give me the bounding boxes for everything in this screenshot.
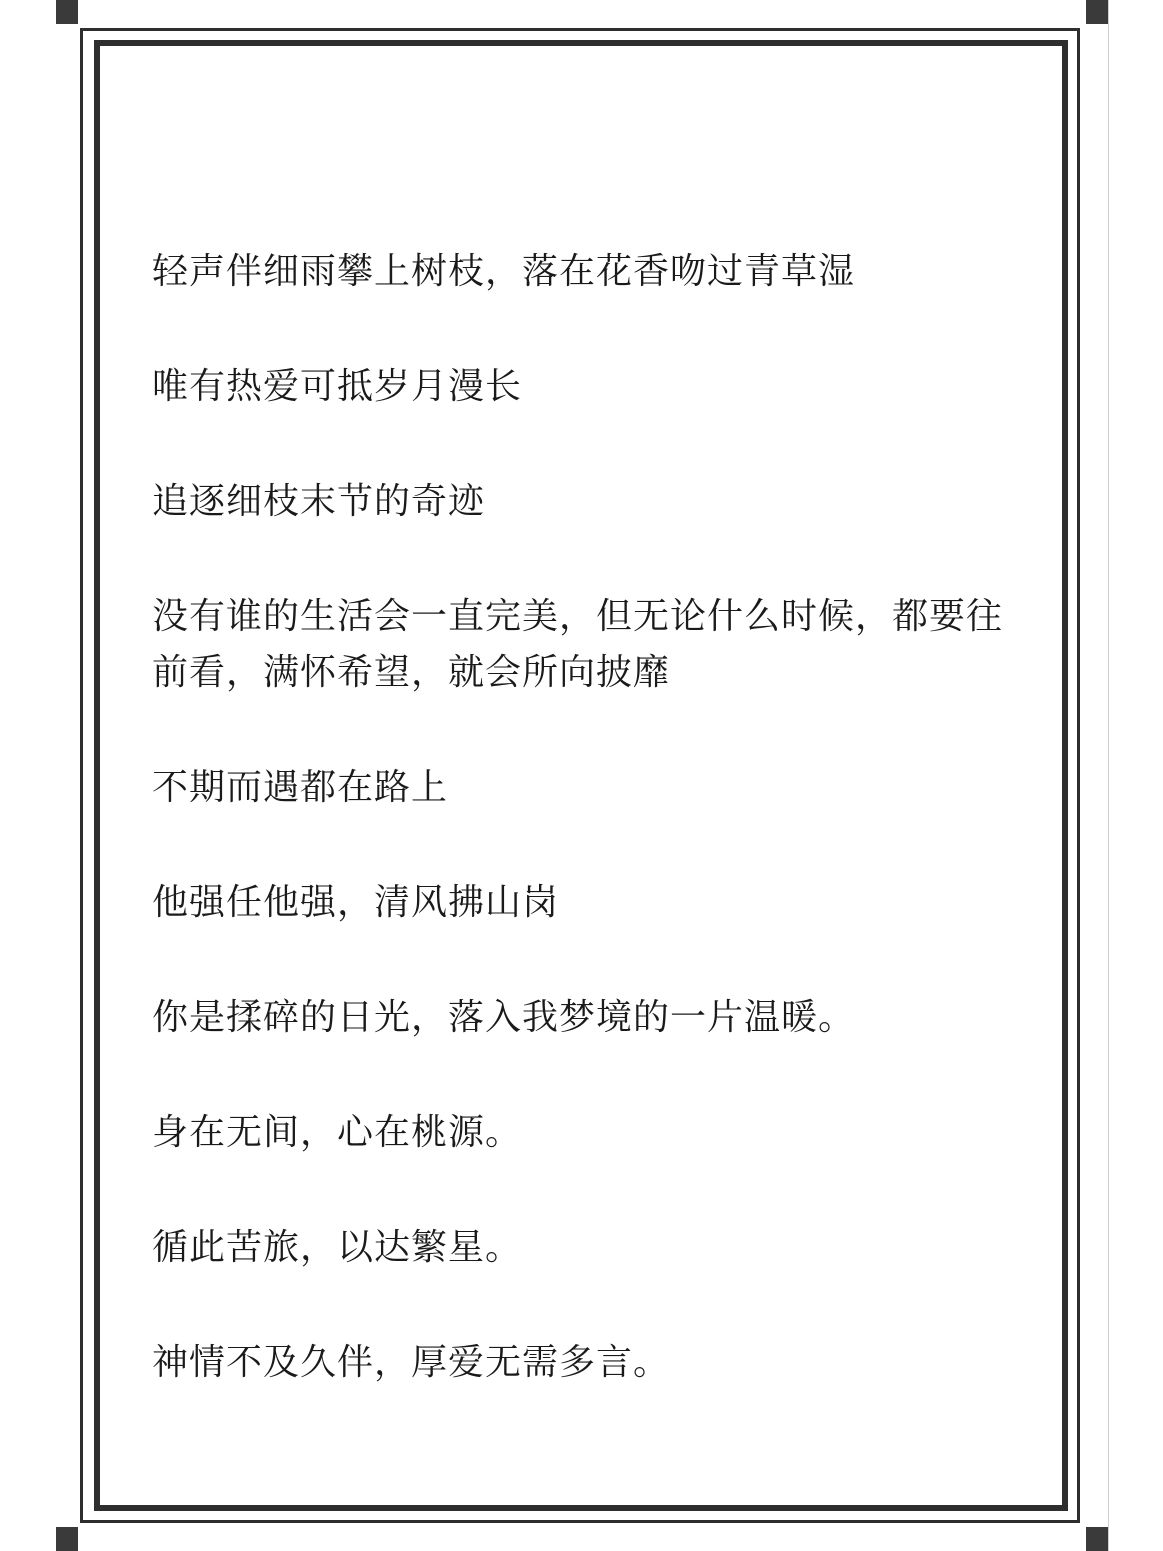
quote-line: 神情不及久伴，厚爱无需多言。 [152,1342,671,1383]
corner-mark-bottom-right [1086,1527,1108,1551]
page-edge-line [1108,0,1109,1551]
quote-line: 身在无间，心在桃源。 [152,1112,523,1153]
quote-line: 你是揉碎的日光，落入我梦境的一片温暖。 [152,997,856,1038]
corner-mark-top-left [56,0,78,24]
quote-line: 追逐细枝末节的奇迹 [152,481,486,522]
quote-line: 循此苦旅，以达繁星。 [152,1227,523,1268]
quote-line: 他强任他强，清风拂山岗 [152,882,560,923]
quote-list [152,244,1012,1450]
quote-line: 唯有热爱可抵岁月漫长 [152,366,523,407]
quote-line: 不期而遇都在路上 [152,767,449,808]
quote-line: 没有谁的生活会一直完美，但无论什么时候，都要往前看，满怀希望，就会所向披靡 [152,596,1004,693]
corner-mark-bottom-left [56,1527,78,1551]
corner-mark-top-right [1086,0,1108,24]
quote-line: 轻声伴细雨攀上树枝，落在花香吻过青草湿 [152,251,856,292]
